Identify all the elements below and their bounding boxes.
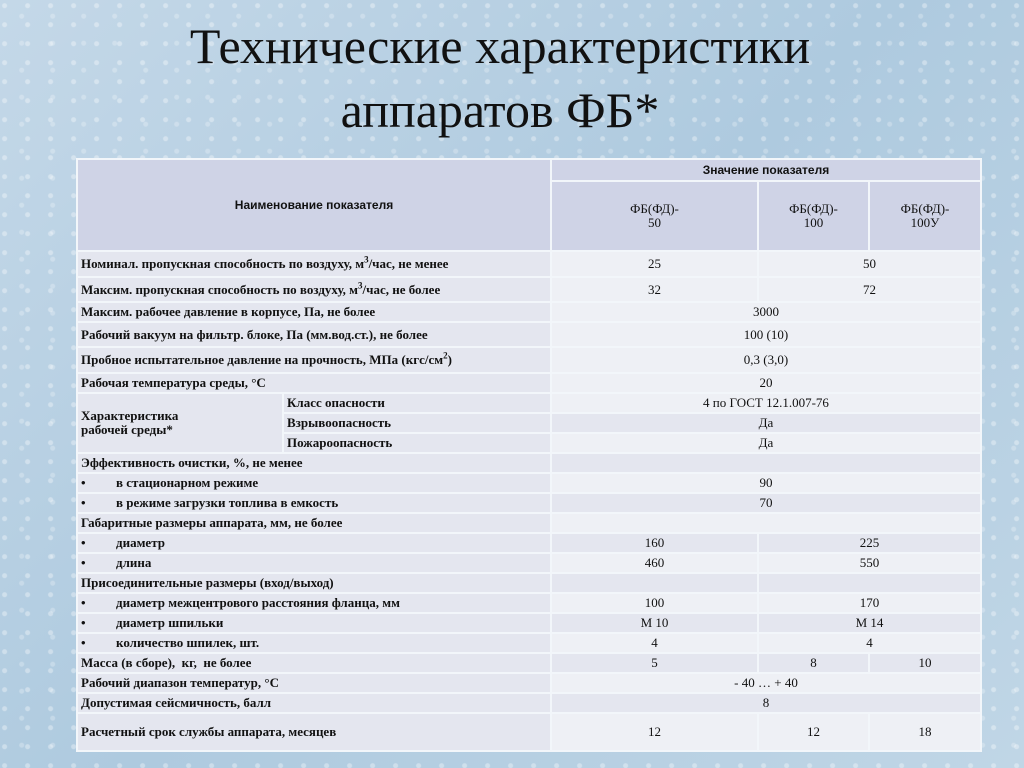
table-row <box>77 533 981 553</box>
row-label-connection: Присоединительные размеры (вход/выход) <box>77 573 551 593</box>
row-label-mass: Масса (в сборе), кг, не более <box>77 653 551 673</box>
table-row <box>77 513 981 533</box>
value-service-life-50: 12 <box>551 713 758 751</box>
value-stud-100: М 14 <box>758 613 981 633</box>
value-air-min-50: 25 <box>551 251 758 277</box>
header-model-100: ФБ(ФД)- 100 <box>758 181 869 251</box>
value-mass-100: 8 <box>758 653 869 673</box>
table-row <box>77 593 981 613</box>
bullet-icon: • <box>81 615 86 630</box>
table-row <box>77 633 981 653</box>
value-fire: Да <box>551 433 981 453</box>
row-label-stud-count: • количество шпилек, шт. <box>77 633 551 653</box>
table-row <box>77 393 981 413</box>
value-temperature: 20 <box>551 373 981 393</box>
table-row <box>77 573 981 593</box>
table-row <box>77 373 981 393</box>
table-row <box>77 653 981 673</box>
value-diameter-100: 225 <box>758 533 981 553</box>
table-row <box>77 493 981 513</box>
row-label-stud: • диаметр шпильки <box>77 613 551 633</box>
row-label-flange: • диаметр межцентрового расстояния фланца, мм <box>77 593 551 613</box>
table-row <box>77 277 981 302</box>
value-length-100: 550 <box>758 553 981 573</box>
header-model-100u: ФБ(ФД)- 100У <box>869 181 981 251</box>
value-mass-100u: 10 <box>869 653 981 673</box>
slide-title-line1: Технические характеристики <box>189 18 811 74</box>
value-temp-range: - 40 … + 40 <box>551 673 981 693</box>
value-air-max-50: 32 <box>551 277 758 302</box>
value-diameter-50: 160 <box>551 533 758 553</box>
row-label-vacuum: Рабочий вакуум на фильтр. блоке, Па (мм.вод.ст.), не более <box>77 322 551 347</box>
value-flange-50: 100 <box>551 593 758 613</box>
value-connection-empty-100 <box>758 573 981 593</box>
header-name-cell: Наименование показателя <box>77 159 551 251</box>
row-label-length: • длина <box>77 553 551 573</box>
row-label-efficiency: Эффективность очистки, %, не менее <box>77 453 551 473</box>
row-label-hazard-class: Класс опасности <box>283 393 551 413</box>
value-efficiency-empty <box>551 453 981 473</box>
row-label-temperature: Рабочая температура среды, °С <box>77 373 551 393</box>
value-service-life-100u: 18 <box>869 713 981 751</box>
row-label-service-life: Расчетный срок службы аппарата, месяцев <box>77 713 551 751</box>
table-row <box>77 553 981 573</box>
slide-title-line2: аппаратов ФБ* <box>340 82 660 138</box>
value-air-min-100: 50 <box>758 251 981 277</box>
row-label-air-max: Максим. пропускная способность по воздуху, $м^3$/час, не более <box>77 277 551 302</box>
row-label-temp-range: Рабочий диапазон температур, °С <box>77 673 551 693</box>
header-row <box>77 159 981 181</box>
bullet-icon: • <box>81 635 86 650</box>
header-model-50: ФБ(ФД)- 50 <box>551 181 758 251</box>
bullet-icon: • <box>81 595 86 610</box>
row-label-medium: Характеристика рабочей среды* <box>77 393 283 453</box>
value-dimensions-empty <box>551 513 981 533</box>
row-label-seismic: Допустимая сейсмичность, балл <box>77 693 551 713</box>
value-air-max-100: 72 <box>758 277 981 302</box>
bullet-icon: • <box>81 475 86 490</box>
row-label-eff-loading: • в режиме загрузки топлива в емкость <box>77 493 551 513</box>
row-label-fire: Пожароопасность <box>283 433 551 453</box>
table-row <box>77 302 981 322</box>
specifications-table <box>76 158 982 752</box>
table-row <box>77 673 981 693</box>
value-test-pressure: 0,3 (3,0) <box>551 347 981 373</box>
value-vacuum: 100 (10) <box>551 322 981 347</box>
bullet-icon: • <box>81 495 86 510</box>
value-connection-empty-50 <box>551 573 758 593</box>
row-label-diameter: • диаметр <box>77 533 551 553</box>
value-service-life-100: 12 <box>758 713 869 751</box>
row-label-dimensions: Габаритные размеры аппарата, мм, не более <box>77 513 551 533</box>
bullet-icon: • <box>81 555 86 570</box>
value-hazard-class: 4 по ГОСТ 12.1.007-76 <box>551 393 981 413</box>
header-value-cell: Значение показателя <box>551 159 981 181</box>
value-eff-stationary: 90 <box>551 473 981 493</box>
table-row <box>77 713 981 751</box>
value-pressure: 3000 <box>551 302 981 322</box>
value-mass-50: 5 <box>551 653 758 673</box>
value-length-50: 460 <box>551 553 758 573</box>
row-label-test-pressure: Пробное испытательное давление на прочность, МПа $(кгс/см^2)$ <box>77 347 551 373</box>
table-row <box>77 347 981 373</box>
value-explosive: Да <box>551 413 981 433</box>
row-label-eff-stationary: • в стационарном режиме <box>77 473 551 493</box>
value-flange-100: 170 <box>758 593 981 613</box>
table-row <box>77 453 981 473</box>
value-seismic: 8 <box>551 693 981 713</box>
table-row <box>77 613 981 633</box>
table-row <box>77 251 981 277</box>
value-eff-loading: 70 <box>551 493 981 513</box>
table-row <box>77 693 981 713</box>
table-row <box>77 322 981 347</box>
value-stud-count-50: 4 <box>551 633 758 653</box>
table-row <box>77 473 981 493</box>
row-label-pressure: Максим. рабочее давление в корпусе, Па, не более <box>77 302 551 322</box>
slide-title <box>0 14 1000 142</box>
value-stud-50: М 10 <box>551 613 758 633</box>
bullet-icon: • <box>81 535 86 550</box>
row-label-explosive: Взрывоопасность <box>283 413 551 433</box>
row-label-air-min: Номинал. пропускная способность по воздуху, $м^3$/час, не менее <box>77 251 551 277</box>
value-stud-count-100: 4 <box>758 633 981 653</box>
